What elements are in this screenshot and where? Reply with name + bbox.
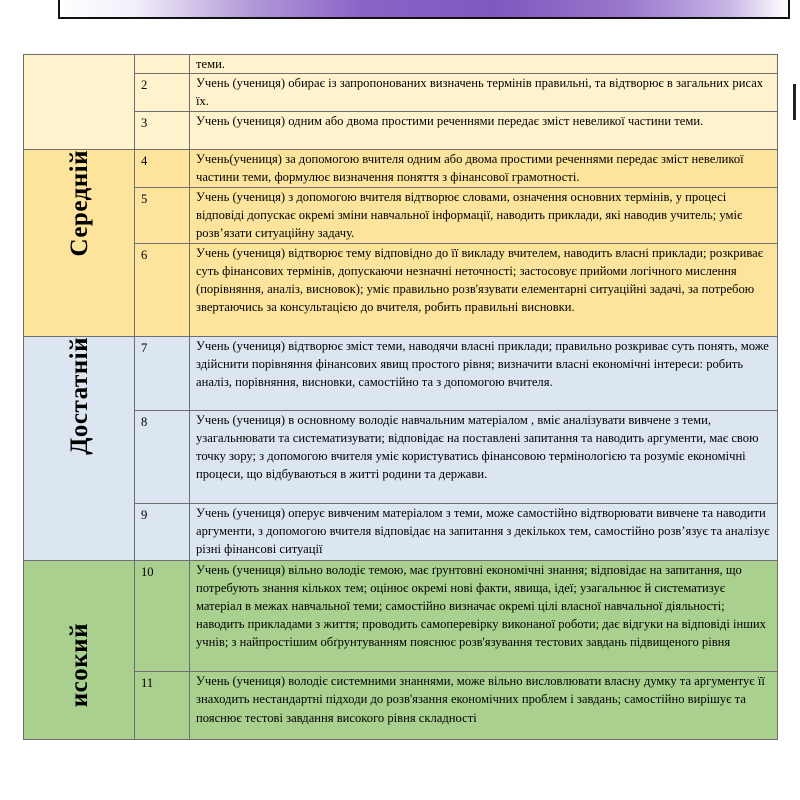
score-description: Учень(учениця) за допомогою вчителя одним або двома простими реченнями передає зміст невеликої частини теми, формулює визначення поняття з фінансової грамотності. <box>190 150 778 187</box>
table-row <box>24 55 778 74</box>
level-cell-mid <box>24 150 135 336</box>
page-edge-mark <box>793 84 796 120</box>
table-row <box>24 560 778 672</box>
score-number: 11 <box>135 672 190 739</box>
level-label-mid: Середній <box>65 150 93 257</box>
level-clip <box>24 561 134 739</box>
score-number: 4 <box>135 150 190 187</box>
score-number: 9 <box>135 503 190 560</box>
description-clip <box>196 672 773 736</box>
score-number <box>135 55 190 74</box>
score-number: 5 <box>135 187 190 243</box>
score-description: Учень (учениця) обирає із запропонованих визначень термінів правильні, та відтворює в загальних рисах їх. <box>190 74 778 112</box>
score-description: Учень (учениця) оперує вивченим матеріалом з теми, може самостійно відтворювати вивчене та наводити аргументи, з допомогою вчителя відповідає на запитання з декількох тем, самостійно розв’язує та аналізує різні фінансові ситуації <box>190 503 778 560</box>
score-number: 2 <box>135 74 190 112</box>
table-row <box>24 74 778 112</box>
score-description: теми. <box>190 55 778 74</box>
header-banner <box>58 0 790 19</box>
table-row <box>24 243 778 336</box>
table-row <box>24 336 778 410</box>
level-label-good: Достатній <box>65 336 93 455</box>
score-description: Учень (учениця) вільно володіє темою, має ґрунтовні економічні знання; відповідає на запитання, що потребують знання кількох тем; оцінює окремі нові факти, явища, ідеї; узагальнює й систематизує матеріал в межах навчальної теми; самостійно визначає окремі цілі власної навчальної діяльності; наводить прикладами з життя; проводить самоперевірку виконаної роботи; дає відгуки на відповіді інших учнів; з найпростішим обґрунтуванням пояснює розв'язування тестових завдань підвищеного рівня <box>190 560 778 672</box>
level-cell-low <box>24 55 135 150</box>
grading-criteria-table <box>23 54 778 740</box>
table-row <box>24 112 778 150</box>
score-description: Учень (учениця) одним або двома простими реченнями передає зміст невеликої частини теми. <box>190 112 778 150</box>
score-number: 10 <box>135 560 190 672</box>
table-row <box>24 150 778 187</box>
table-row <box>24 410 778 503</box>
score-description: Учень (учениця) відтворює тему відповідно до її викладу вчителем, наводить власні приклади; розкриває суть фінансових термінів, допускаючи незначні неточності; застосовує прийоми логічного мислення (порівняння, аналіз, висновок); уміє правильно розв'язувати елементарні ситуаційні задачі, за потребою звертаючись за консультацією до вчителя, робить правильні висновки. <box>190 243 778 336</box>
level-label-high: исокий <box>66 622 93 707</box>
score-description: Учень (учениця) з допомогою вчителя відтворює словами, означення основних термінів, у процесі відповіді допускає окремі зміни навчальної інформації, наводить приклади, які наводив учитель; уміє розв’язати ситуаційну задачу. <box>190 187 778 243</box>
score-description-text: Учень (учениця) володіє системними знаннями, може вільно висловлювати власну думку та аргументує її знаходить нестандартні підходи до розв'язання економічних проблем і завдань; самостійно вирішує та пояснює тестові завдання високого рівня складності <box>196 674 765 725</box>
level-cell-good <box>24 336 135 560</box>
table-row <box>24 187 778 243</box>
score-number: 3 <box>135 112 190 150</box>
level-cell-high <box>24 560 135 739</box>
table-row <box>24 503 778 560</box>
table-row <box>24 672 778 739</box>
score-description: Учень (учениця) в основному володіє навчальним матеріалом , вміє аналізувати вивчене з теми, узагальнювати та систематизувати; відповідає на поставлені запитання та наводить аргументи, має свою точку зору; з допомогою вчителя уміє користуватись фінансовою термінологією та розуміє економічні процеси, що відбуваються в житті родини та держави. <box>190 410 778 503</box>
score-number: 6 <box>135 243 190 336</box>
score-description <box>190 672 778 739</box>
score-description: Учень (учениця) відтворює зміст теми, наводячи власні приклади; правильно розкриває суть понять, може здійснити порівняння фінансових явищ простого рівня; визначити власні економічні інтереси: робить аналіз, порівняння, висновки, самостійно та з допомогою вчителя. <box>190 336 778 410</box>
score-number: 7 <box>135 336 190 410</box>
score-number: 8 <box>135 410 190 503</box>
